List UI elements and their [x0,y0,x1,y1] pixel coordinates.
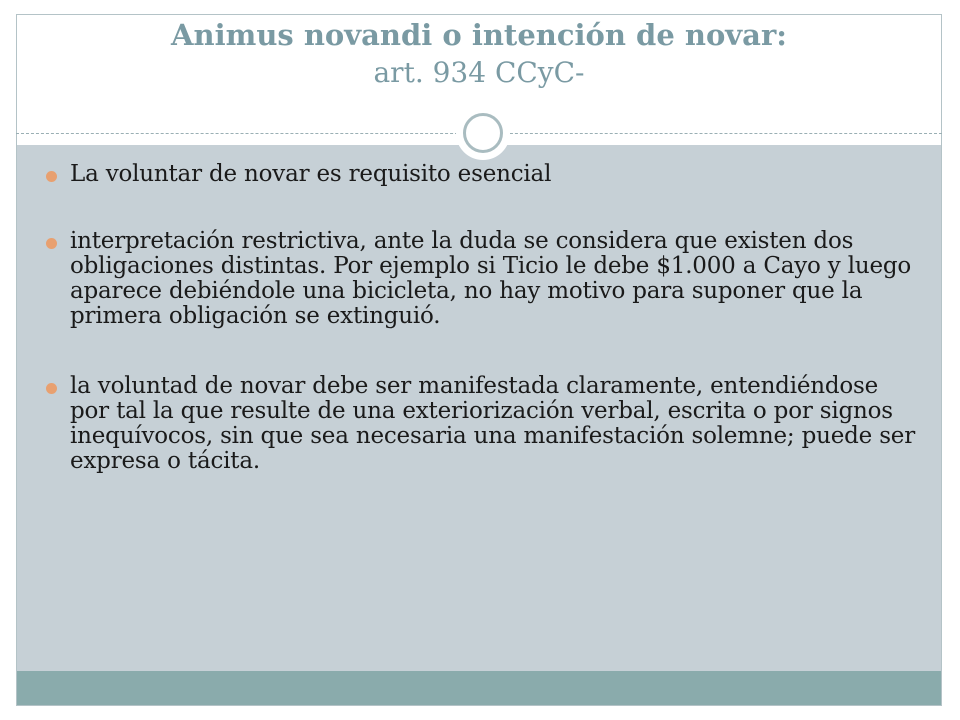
slide-title-main: Animus novandi o intención de novar: [171,18,787,52]
bullet-text: La voluntar de novar es requisito esencial [70,161,552,187]
bullet-dot-icon [46,383,57,394]
bullet-list [44,162,924,474]
bullet-item [44,374,924,474]
bullet-dot-icon [46,171,57,182]
bullet-text: interpretación restrictiva, ante la duda se considera que existen dos obligaciones distintas. Por ejemplo si Ticio le debe $1.000 a Cayo y luego aparece debiéndole una bicicleta, no hay motivo para suponer que la primera obligación se extinguió. [70,228,912,329]
bullet-item [44,229,924,329]
ring-inner [463,113,503,153]
bullet-text: la voluntad de novar debe ser manifestada claramente, entendiéndose por tal la que resulte de una exteriorización verbal, escrita o por signos inequívocos, sin que sea necesaria una manifestación solemne; puede ser expresa o tácita. [70,373,915,474]
bullet-item [44,162,924,187]
circle-ring-icon [456,106,510,160]
slide-title-sub: art. 934 CCyC- [373,56,585,89]
bullet-dot-icon [46,238,57,249]
footer-band [17,671,941,705]
